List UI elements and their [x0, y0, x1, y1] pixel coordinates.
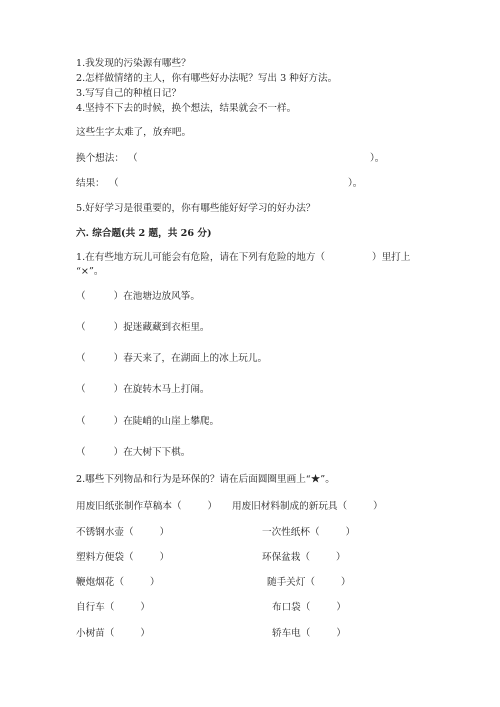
answer-paren[interactable]: （ [76, 384, 86, 395]
eco-row-1-left: 用废旧纸张制作草稿本（ ） [76, 501, 218, 512]
answer-paren[interactable]: （ [76, 416, 86, 427]
eco-row-2-left: 不锈钢水壶（ ） [76, 527, 170, 538]
danger-item-5: （ ）在陡峭的山崖上攀爬。 [76, 416, 220, 427]
scenario-statement: 这些生字太难了，放弃吧。 [76, 127, 192, 138]
danger-item-4: （ ）在旋转木马上打闹。 [76, 384, 210, 395]
eco-row-5-left: 自行车（ ） [76, 602, 150, 613]
eco-row-6-right: 轿车电（ ） [272, 628, 346, 639]
danger-item-6: （ ）在大树下下棋。 [76, 447, 191, 458]
section-6-heading: 六. 综合题(共 2 题，共 26 分) [76, 228, 212, 239]
new-thought-paren-open: （ [128, 153, 138, 164]
eco-row-6-left: 小树苗（ ） [76, 628, 150, 639]
answer-paren[interactable]: （ [76, 322, 86, 333]
question-2: 2.怎样做情绪的主人，你有哪些好办法呢？写出 3 种好方法。 [76, 73, 338, 84]
eco-row-4-left: 鞭炮烟花（ ） [76, 577, 160, 588]
eco-row-1-right: 用废旧材料制成的新玩具（ ） [232, 501, 383, 512]
section-6-q1-line1b: ）里打上 [372, 252, 411, 263]
new-thought-label: 换个想法： [76, 153, 124, 164]
result-label: 结果： [76, 178, 105, 189]
section-6-q1-line2: “×”。 [76, 266, 104, 277]
question-3: 3.写写自己的种植日记？ [76, 88, 182, 99]
eco-row-3-right: 环保盆栽（ ） [262, 552, 346, 563]
section-6-q2: 2.哪些下列物品和行为是环保的？请在后面圆圈里画上“★”。 [76, 474, 335, 485]
eco-row-5-right: 布口袋（ ） [272, 602, 346, 613]
section-6-q1-line1a: 1.在有些地方玩儿可能会有危险，请在下列有危险的地方（ [76, 252, 325, 263]
result-paren-close: ）。 [348, 178, 363, 189]
new-thought-paren-close: ）。 [370, 153, 385, 164]
eco-row-2-right: 一次性纸杯（ ） [262, 527, 356, 538]
danger-item-3: （ ）春天来了，在湖面上的冰上玩儿。 [76, 353, 268, 364]
danger-item-2: （ ）捉迷藏藏到衣柜里。 [76, 322, 210, 333]
question-5: 5.好好学习是很重要的，你有哪些能好好学习的好办法？ [76, 203, 316, 214]
answer-paren[interactable]: （ [76, 291, 86, 302]
answer-paren[interactable]: （ [76, 447, 86, 458]
eco-row-3-left: 塑料方便袋（ ） [76, 552, 170, 563]
question-1: 1.我发现的污染源有哪些？ [76, 58, 191, 69]
answer-paren[interactable]: （ [76, 353, 86, 364]
eco-row-4-right: 随手关灯（ ） [267, 577, 351, 588]
danger-item-1: （ ）在池塘边放风筝。 [76, 291, 200, 302]
result-paren-open: （ [109, 178, 119, 189]
question-4: 4.坚持不下去的时候，换个想法，结果就会不一样。 [76, 103, 297, 114]
